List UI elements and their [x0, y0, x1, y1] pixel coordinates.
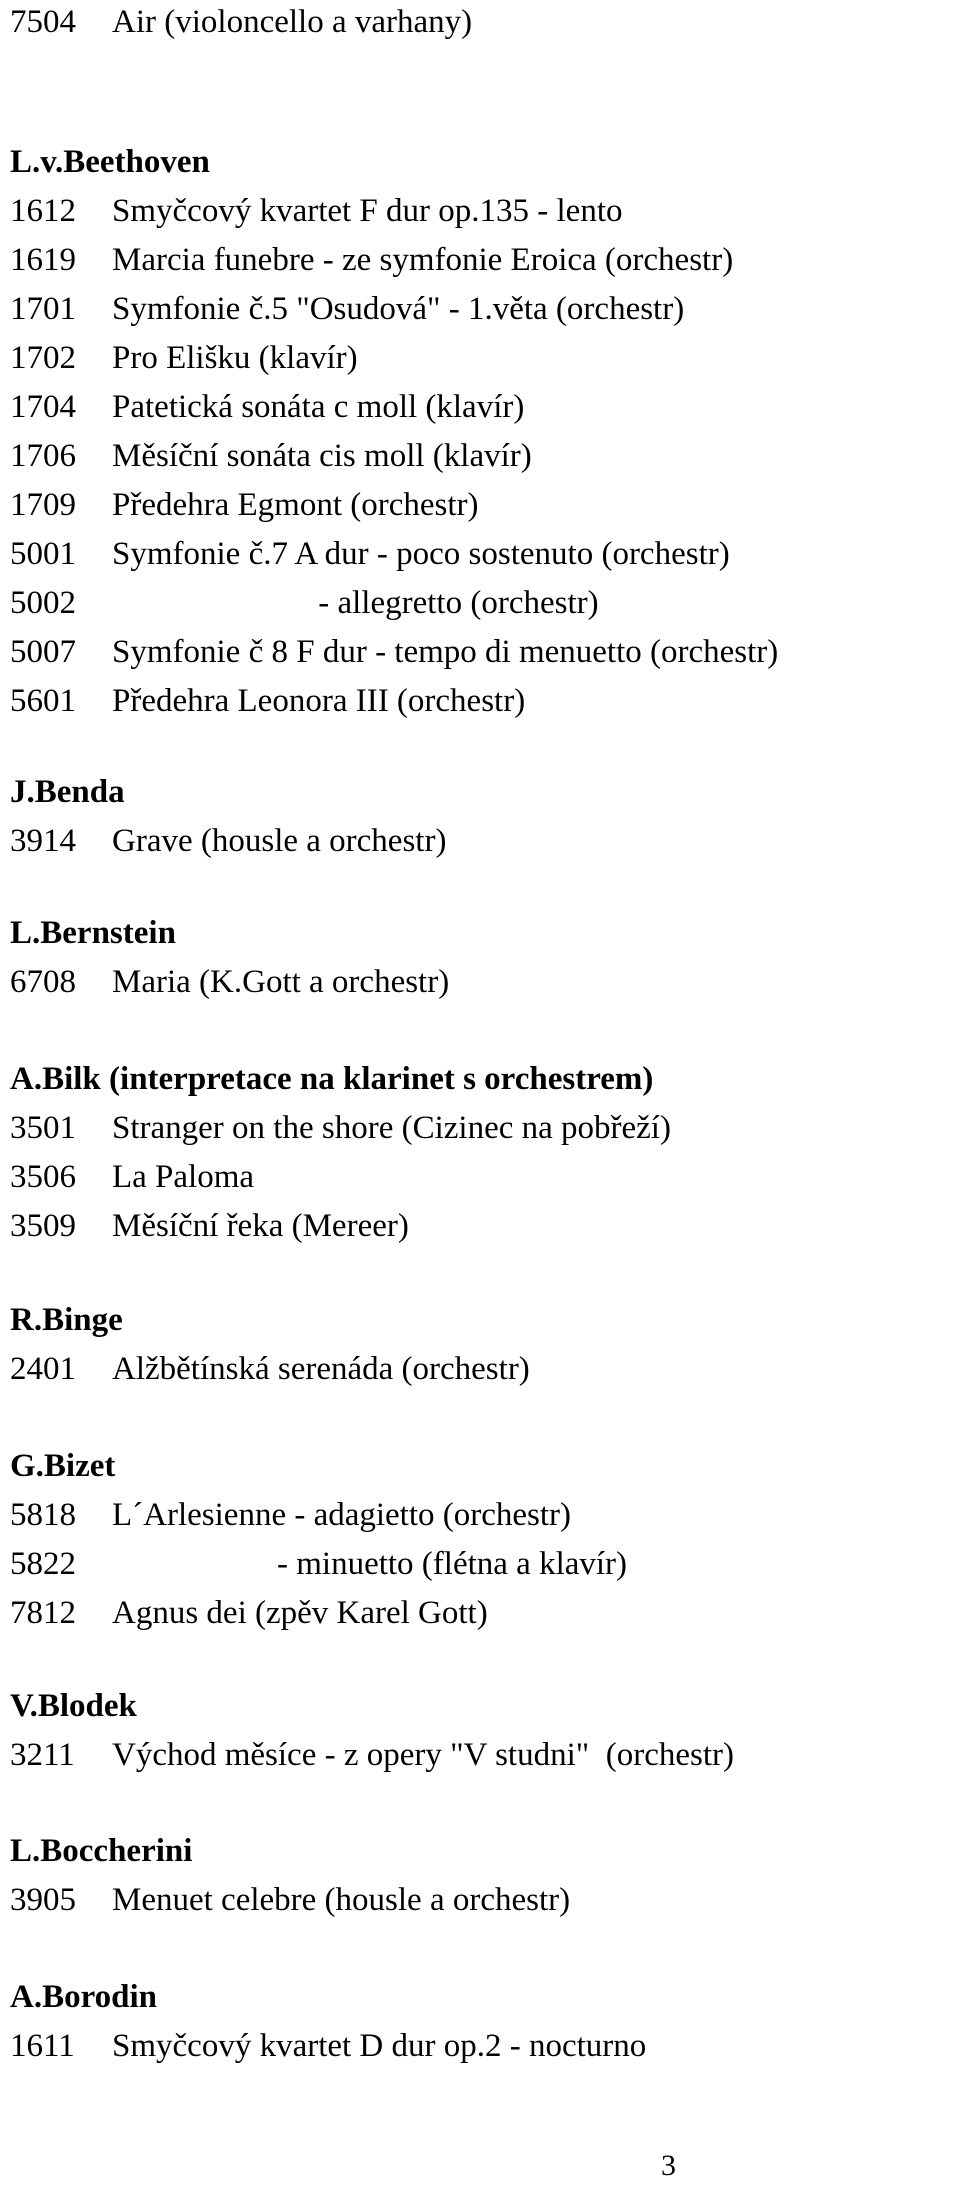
list-item	[10, 436, 532, 476]
composer-heading: R.Binge	[10, 1302, 123, 1338]
composition-title: Marcia funebre - ze symfonie Eroica (orchestr)	[112, 242, 734, 278]
composer-heading: L.Bernstein	[10, 915, 176, 951]
catalog-number: 5601	[10, 683, 76, 719]
list-item	[10, 1157, 254, 1197]
composition-title: Měsíční sonáta cis moll (klavír)	[112, 438, 532, 474]
catalog-number: 1612	[10, 193, 76, 229]
list-item	[10, 821, 446, 861]
composition-title: Alžbětínská serenáda (orchestr)	[112, 1351, 530, 1387]
composition-title: La Paloma	[112, 1159, 255, 1195]
catalog-number: 1611	[10, 2028, 75, 2064]
list-item	[10, 1593, 488, 1633]
list-item	[10, 583, 599, 623]
composition-title: Předehra Egmont (orchestr)	[112, 487, 479, 523]
catalog-number: 7504	[10, 4, 76, 40]
list-item	[10, 289, 684, 329]
composition-title: Symfonie č 8 F dur - tempo di menuetto (orchestr)	[112, 634, 779, 670]
composition-title: Smyčcový kvartet D dur op.2 - nocturno	[112, 2028, 647, 2064]
composer-heading: L.v.Beethoven	[10, 144, 210, 180]
list-item	[10, 1880, 570, 1920]
composition-title: - allegretto (orchestr)	[112, 585, 599, 621]
composition-title: - minuetto (flétna a klavír)	[112, 1546, 628, 1582]
catalog-number: 5818	[10, 1497, 76, 1533]
composition-title: Maria (K.Gott a orchestr)	[112, 964, 450, 1000]
catalog-number: 3509	[10, 1208, 76, 1244]
composition-title: Předehra Leonora III (orchestr)	[112, 683, 526, 719]
composition-title: Smyčcový kvartet F dur op.135 - lento	[112, 193, 623, 229]
composition-title: Stranger on the shore (Cizinec na pobřeží)	[112, 1110, 671, 1146]
catalog-number: 6708	[10, 964, 76, 1000]
list-item	[10, 1206, 409, 1246]
composition-title: Agnus dei (zpěv Karel Gott)	[112, 1595, 488, 1631]
catalog-number: 3501	[10, 1110, 76, 1146]
catalog-number: 1702	[10, 340, 76, 376]
composition-title: L´Arlesienne - adagietto (orchestr)	[112, 1497, 572, 1533]
catalog-number: 3914	[10, 823, 76, 859]
list-item	[10, 240, 733, 280]
catalog-number: 5002	[10, 585, 76, 621]
composer-heading: L.Boccherini	[10, 1833, 193, 1869]
list-item	[10, 1108, 671, 1148]
catalog-number: 1701	[10, 291, 76, 327]
list-item	[10, 191, 623, 231]
list-item	[10, 1735, 734, 1775]
list-item	[10, 1349, 530, 1389]
composition-title: Východ měsíce - z opery "V studni" (orchestr)	[112, 1737, 734, 1773]
composer-heading: A.Borodin	[10, 1979, 158, 2015]
catalog-number: 1706	[10, 438, 76, 474]
catalog-number: 7812	[10, 1595, 76, 1631]
composer-heading: A.Bilk (interpretace na klarinet s orchestrem)	[10, 1061, 654, 1097]
composition-title: Air (violoncello a varhany)	[112, 4, 473, 40]
composer-heading: G.Bizet	[10, 1448, 116, 1484]
catalog-number: 1709	[10, 487, 76, 523]
composition-title: Pro Elišku (klavír)	[112, 340, 358, 376]
page-number: 3	[661, 2149, 676, 2182]
list-item	[10, 1495, 571, 1535]
list-item	[10, 632, 778, 672]
catalog-number: 5822	[10, 1546, 76, 1582]
composer-heading: V.Blodek	[10, 1688, 137, 1724]
catalog-number: 2401	[10, 1351, 76, 1387]
list-item	[10, 681, 525, 721]
catalog-number: 1619	[10, 242, 76, 278]
composition-title: Symfonie č.5 "Osudová" - 1.věta (orchestr)	[112, 291, 685, 327]
list-item	[10, 2, 472, 42]
catalog-number: 5007	[10, 634, 76, 670]
composition-title: Menuet celebre (housle a orchestr)	[112, 1882, 571, 1918]
catalog-number: 3211	[10, 1737, 75, 1773]
list-item	[10, 534, 730, 574]
catalog-number: 3506	[10, 1159, 76, 1195]
catalog-number: 1704	[10, 389, 76, 425]
composition-title: Měsíční řeka (Mereer)	[112, 1208, 409, 1244]
catalog-number: 5001	[10, 536, 76, 572]
list-item	[10, 1544, 627, 1584]
list-item	[10, 485, 479, 525]
catalog-number: 3905	[10, 1882, 76, 1918]
composition-title: Patetická sonáta c moll (klavír)	[112, 389, 525, 425]
list-item	[10, 962, 449, 1002]
composition-title: Symfonie č.7 A dur - poco sostenuto (orchestr)	[112, 536, 730, 572]
composition-title: Grave (housle a orchestr)	[112, 823, 447, 859]
composer-heading: J.Benda	[10, 774, 125, 810]
list-item	[10, 387, 524, 427]
list-item	[10, 2026, 646, 2066]
list-item	[10, 338, 358, 378]
